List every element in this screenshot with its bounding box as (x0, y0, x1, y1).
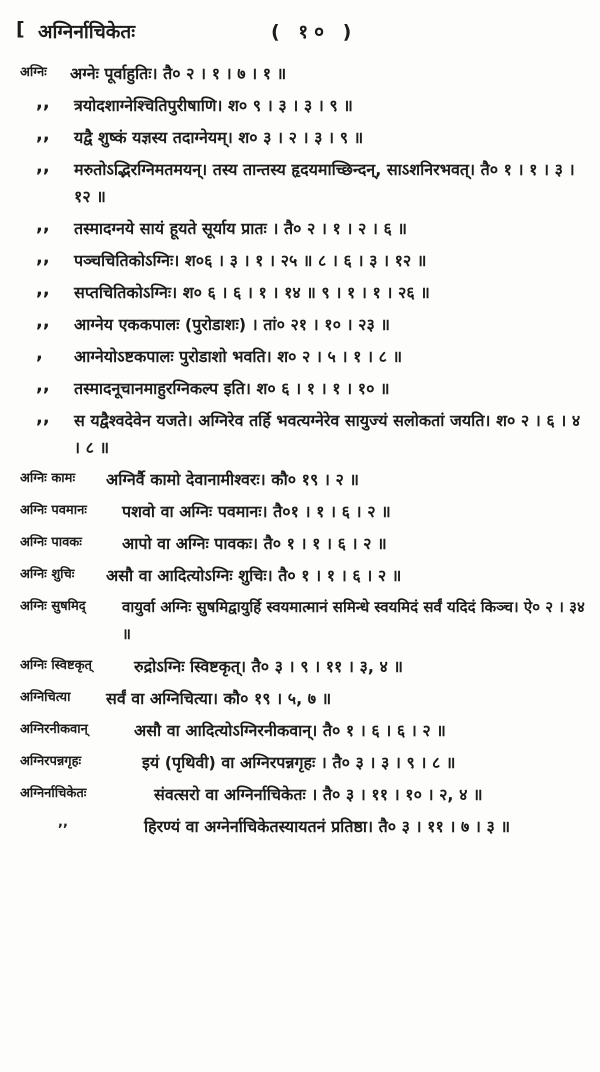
list-item (14, 466, 590, 493)
entry-label: अग्निरपन्नगृहः (20, 754, 82, 769)
list-item (14, 749, 590, 776)
entry-text: तस्मादग्नये सायं हूयते सूर्याय प्रातः । तै० २ । १ । २ । ६ ॥ (74, 219, 408, 238)
entry-text: सप्तचितिकोऽग्निः। श० ६ । ६ । १ । १४ ॥ ९ । १ । १ । २६ ॥ (74, 283, 430, 302)
entry-label: अग्निः सुषमिद् (20, 599, 86, 614)
entry-text: अग्निर्वै कामो देवानामीश्वरः। कौ० १९ । २ ॥ (106, 470, 359, 489)
entry-label: अग्निः (20, 65, 47, 80)
list-item (14, 813, 590, 840)
list-item (14, 530, 590, 557)
list-item (14, 685, 590, 712)
entry-text: त्रयोदशाग्नेश्चितिपुरीषाणि। श० ९ । ३ । ३ । ९ ॥ (74, 96, 353, 115)
entry-label: ,, (36, 375, 50, 396)
entry-label: ,, (36, 407, 50, 428)
entry-label: ,, (36, 311, 50, 332)
list-item (14, 279, 590, 306)
entry-text: यद्वै शुष्कं यज्ञस्य तदाग्नेयम्। श० ३ । २ । ३ । ९ ॥ (74, 128, 364, 147)
entry-label: ,, (36, 156, 50, 177)
entry-text: अग्नेः पूर्वाहुतिः। तै० २ । १ । ७ । १ ॥ (70, 64, 287, 83)
list-item (14, 311, 590, 338)
entry-text: आग्नेय एककपालः (पुरोडाशः) । तां० २१ । १० । २३ ॥ (74, 315, 390, 334)
entry-label: ,, (58, 815, 68, 830)
list-item (14, 498, 590, 525)
entry-label: ,, (36, 124, 50, 145)
list-item (14, 717, 590, 744)
entry-text: सर्वं वा अग्निचित्या। कौ० १९ । ५, ७ ॥ (106, 689, 332, 708)
entry-text: आग्नेयोऽष्टकपालः पुरोडाशो भवति। श० २ । ५ । १ । ८ ॥ (74, 347, 403, 366)
list-item (14, 60, 590, 87)
list-item (14, 343, 590, 370)
entry-label: अग्निः शुचिः (20, 567, 75, 582)
page-number: ( १० ) (271, 21, 358, 43)
entry-text: आपो वा अग्निः पावकः। तै० १ । १ । ६ । २ ॥ (122, 534, 387, 553)
list-item (14, 247, 590, 274)
entry-label: अग्निः स्विष्टकृत् (20, 658, 92, 673)
entry-text: स यद्वैश्वदेवेन यजते। अग्निरेव तर्हि भवत्यग्नेरेव सायुज्यं सलोकतां जयति। श० २ । ६ । ४ । ८ ॥ (74, 411, 581, 457)
entry-label: अग्निरनीकवान् (20, 722, 88, 737)
list-item (14, 407, 590, 461)
list-item (14, 653, 590, 680)
header-title: अग्निर्नाचिकेतः (38, 21, 136, 43)
entry-label: अग्निः पवमानः (20, 503, 87, 518)
entry-text: असौ वा आदित्योऽग्निः शुचिः। तै० १ । १ । ६ । २ ॥ (106, 566, 402, 585)
list-item (14, 562, 590, 589)
entry-text: असौ वा आदित्योऽग्निरनीकवान्। तै० १ । ६ । ६ । २ ॥ (134, 721, 446, 740)
entry-text: संवत्सरो वा अग्निर्नाचिकेतः । तै० ३ । ११ । १० । २, ४ ॥ (154, 785, 483, 804)
entry-text: पञ्चचितिकोऽग्निः। श०६ । ३ । १ । २५ ॥ ८ । ६ । ३ । १२ ॥ (74, 251, 427, 270)
list-item (14, 124, 590, 151)
entry-label: अग्निः पावकः (20, 535, 82, 550)
entry-text: तस्मादनूचानमाहुरग्निकल्प इति। श० ६ । १ । १ । १० ॥ (74, 379, 390, 398)
entry-label: अग्निचित्या (20, 690, 71, 705)
entry-text: रुद्रोऽग्निः स्विष्टकृत्। तै० ३ । ९ । ११ । ३, ४ ॥ (134, 657, 404, 676)
entry-label: ,, (36, 215, 50, 236)
entry-text: वायुर्वा अग्निः सुषमिद्वायुर्हि स्वयमात्मानं समिन्धे स्वयमिदं सर्वं यदिदं किञ्च। ऐ० २ । ३४ ॥ (122, 598, 585, 643)
list-item (14, 92, 590, 119)
entry-text: पशवो वा अग्निः पवमानः। तै०१ । १ । ६ । २ ॥ (122, 502, 391, 521)
entry-label: , (36, 343, 43, 364)
entry-text: इयं (पृथिवी) वा अग्निरपन्नगृहः । तै० ३ । ३ । ९ । ८ ॥ (142, 753, 456, 772)
entry-label: ,, (36, 279, 50, 300)
entry-label: अग्निः कामः (20, 471, 76, 486)
list-item (14, 375, 590, 402)
entry-text: मरुतोऽद्भिरग्निमतमयन्। तस्य तान्तस्य हृदयमाच्छिन्दन्, साऽशनिरभवत्। तै० १ । १ । ३ । १२ ॥ (74, 160, 575, 206)
entry-label: अग्निर्नाचिकेतः (20, 786, 87, 801)
entry-label: ,, (36, 247, 50, 268)
list-item (14, 156, 590, 210)
list-item (14, 594, 590, 648)
header-bracket: [ (16, 18, 25, 40)
entry-text: हिरण्यं वा अग्नेर्नाचिकेतस्यायतनं प्रतिष्ठा। तै० ३ । ११ । ७ । ३ ॥ (144, 817, 511, 836)
entry-label: ,, (36, 92, 50, 113)
page-header (16, 18, 584, 50)
list-item (14, 781, 590, 808)
list-item (14, 215, 590, 242)
entry-list (14, 60, 590, 845)
